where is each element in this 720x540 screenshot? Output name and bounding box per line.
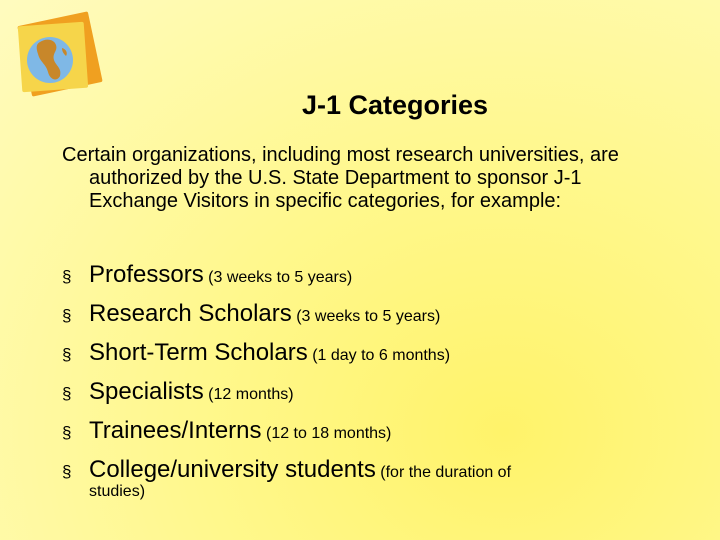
intro-paragraph: Certain organizations, including most research universities, are authorized by the U.S. State Department to sponsor J-1 Exchange Visitors in specific categories, for example: [62, 144, 619, 212]
bullet-icon: § [62, 384, 72, 403]
slide-title: J-1 Categories [301, 90, 489, 120]
list-item [62, 338, 662, 377]
bullet-icon: § [62, 423, 72, 442]
category-duration: (for the duration of [380, 464, 512, 481]
category-label: Trainees/Interns [89, 417, 262, 444]
category-label: Research Scholars [89, 300, 292, 327]
list-item [62, 377, 662, 416]
bullet-icon: § [62, 462, 72, 481]
category-label: College/university students [89, 456, 376, 483]
bullet-icon: § [62, 345, 72, 364]
list-item [62, 299, 662, 338]
category-label: Specialists [89, 378, 204, 405]
category-label: Short-Term Scholars [89, 339, 308, 366]
category-duration: (1 day to 6 months) [312, 347, 451, 364]
list-item [62, 455, 662, 501]
category-duration: (3 weeks to 5 years) [208, 269, 353, 286]
category-duration: (12 to 18 months) [265, 425, 392, 442]
list-item [62, 260, 662, 299]
bullet-icon: § [62, 267, 72, 286]
bullet-icon: § [62, 306, 72, 325]
category-duration: (12 months) [208, 386, 294, 403]
category-list [62, 260, 662, 501]
category-duration: (3 weeks to 5 years) [296, 308, 441, 325]
category-label: Professors [89, 261, 204, 288]
list-item [62, 416, 662, 455]
category-duration-continued: studies) [89, 483, 146, 500]
